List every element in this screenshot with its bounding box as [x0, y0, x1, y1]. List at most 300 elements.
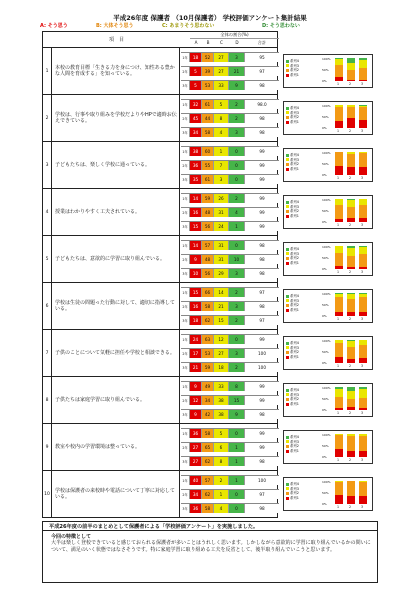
grade-label: 3年	[181, 81, 190, 90]
question-row	[42, 48, 278, 95]
bar-segment	[359, 267, 367, 269]
chart-y-tick: 50%	[322, 162, 329, 166]
chart-x-label: 1	[337, 270, 340, 274]
value-d: 3	[229, 128, 245, 137]
question-number: 9	[43, 424, 52, 470]
value-total: 99	[245, 443, 279, 452]
value-a: 14	[190, 194, 202, 203]
value-d: 0	[229, 175, 245, 184]
chart-x-label: 1	[337, 458, 340, 462]
answer-legend	[40, 22, 400, 30]
value-c: 26	[214, 194, 229, 203]
question-text-content: 子どもたちは、楽しく学校に通っている。	[55, 161, 151, 168]
question-number: 4	[43, 189, 52, 235]
chart-legend-label: 系列2	[290, 397, 299, 402]
value-d: 2	[229, 114, 245, 123]
chart-bar	[347, 58, 355, 81]
question-text-content: 授業はわかりやすく工夫されている。	[55, 208, 141, 215]
question-number: 6	[43, 283, 52, 329]
value-a: 15	[190, 222, 202, 231]
grade-label: 2年	[181, 208, 190, 217]
chart-legend-label: 系列3	[290, 345, 299, 350]
chart-bar	[335, 481, 343, 504]
value-d: 4	[229, 208, 245, 217]
bar-segment	[347, 200, 355, 207]
legend-b: B: 大体そう思う	[96, 23, 134, 29]
chart-bars	[332, 434, 370, 457]
chart-axis	[322, 386, 372, 415]
question-text-content: 学校は保護者の来校時や電話について丁寧に対応している。	[55, 487, 175, 500]
bar-segment	[335, 435, 343, 448]
chart-legend-item	[286, 308, 320, 313]
bar-segment	[335, 253, 343, 266]
value-b: 53	[202, 81, 214, 90]
value-c: 7	[214, 161, 229, 170]
chart-bar	[347, 434, 355, 457]
chart-bars	[332, 199, 370, 222]
grade-label: 3年	[181, 363, 190, 372]
value-b: 49	[202, 382, 214, 391]
chart-legend-label: 系列2	[290, 115, 299, 120]
chart-legend-label: 系列3	[290, 439, 299, 444]
grade-row	[181, 301, 279, 311]
value-total: 99	[245, 208, 279, 217]
grade-row	[181, 381, 279, 391]
value-c: 27	[214, 53, 229, 62]
question-row	[42, 95, 278, 142]
chart-legend-item	[286, 261, 320, 266]
value-a: 5	[190, 81, 202, 90]
chart-bars	[332, 481, 370, 504]
chart-legend-item	[286, 355, 320, 360]
value-d: 1	[229, 222, 245, 231]
value-c: 29	[214, 269, 229, 278]
chart-legend	[286, 153, 320, 171]
value-total: 98	[245, 410, 279, 419]
value-total: 99	[245, 429, 279, 438]
chart-legend-label: 系列4	[290, 153, 299, 157]
question-text	[53, 283, 180, 329]
chart-y-tick: 0%	[322, 314, 327, 318]
grade-row	[181, 66, 279, 76]
chart-y-tick: 100%	[322, 480, 331, 484]
value-b: 66	[202, 288, 214, 297]
value-d: 0	[229, 429, 245, 438]
bar-segment	[347, 107, 355, 117]
value-c: 8	[214, 457, 229, 466]
chart-legend-label: 系列3	[290, 298, 299, 303]
chart-bar	[335, 340, 343, 363]
grade-label: 3年	[181, 457, 190, 466]
stacked-bar-chart	[283, 430, 373, 464]
grade-row	[181, 268, 279, 278]
value-d: 2	[229, 316, 245, 325]
question-text	[53, 142, 180, 188]
bar-segment	[359, 358, 367, 363]
grade-label: 3年	[181, 504, 190, 513]
value-total: 98	[245, 241, 279, 250]
header-col-d: D	[235, 40, 239, 45]
value-total: 95	[245, 53, 279, 62]
bar-segment	[335, 152, 343, 166]
chart-bar	[335, 387, 343, 410]
chart-y-tick: 50%	[322, 303, 329, 307]
value-a: 9	[190, 255, 202, 264]
value-c: 15	[214, 316, 229, 325]
chart-legend-item	[286, 167, 320, 172]
bar-segment	[359, 107, 367, 120]
value-d: 0	[229, 504, 245, 513]
chart-y-tick: 50%	[322, 444, 329, 448]
chart-y-tick: 100%	[322, 57, 331, 61]
question-number: 3	[43, 142, 52, 188]
chart-legend-label: 系列2	[290, 68, 299, 73]
value-a: 36	[190, 504, 202, 513]
chart-bar	[359, 199, 367, 222]
grade-label: 2年	[181, 302, 190, 311]
value-d: 10	[229, 255, 245, 264]
chart-legend-label: 系列3	[290, 204, 299, 209]
header-item: 項 目	[108, 37, 124, 43]
chart-y-tick: 50%	[322, 209, 329, 213]
chart-legend-label: 系列4	[290, 435, 299, 439]
bar-segment	[347, 299, 355, 313]
chart-y-tick: 0%	[322, 455, 327, 459]
value-c: 27	[214, 67, 229, 76]
value-c: 38	[214, 410, 229, 419]
grade-row	[181, 395, 279, 405]
value-total: 99	[245, 382, 279, 391]
grade-label: 2年	[181, 114, 190, 123]
value-c: 31	[214, 241, 229, 250]
grade-row	[181, 442, 279, 452]
bar-segment	[335, 219, 343, 222]
bar-segment	[335, 166, 343, 175]
chart-legend-label: 系列1	[290, 307, 299, 312]
chart-y-tick: 100%	[322, 245, 331, 249]
bar-segment	[335, 357, 343, 363]
value-b: 53	[202, 349, 214, 358]
chart-legend	[286, 200, 320, 218]
bar-segment	[359, 297, 367, 312]
chart-x-label: 2	[349, 411, 352, 415]
value-total: 97	[245, 490, 279, 499]
chart-axis	[322, 433, 372, 462]
bar-segment	[359, 254, 367, 267]
grade-row	[181, 254, 279, 264]
question-text-content: 子供のことについて気軽に担任や学校と相談できる。	[55, 349, 175, 356]
chart-legend-label: 系列1	[290, 354, 299, 359]
chart-axis	[322, 245, 372, 274]
chart-x-label: 3	[361, 82, 364, 86]
value-total: 100	[245, 476, 279, 485]
chart-legend-label: 系列2	[290, 209, 299, 214]
value-b: 62	[202, 490, 214, 499]
grade-label: 1年	[181, 476, 190, 485]
value-a: 15	[190, 288, 202, 297]
value-a: 45	[190, 114, 202, 123]
value-d: 8	[229, 382, 245, 391]
value-d: 2	[229, 363, 245, 372]
value-c: 33	[214, 81, 229, 90]
value-total: 98	[245, 504, 279, 513]
chart-y-tick: 0%	[322, 502, 327, 506]
grade-row	[181, 348, 279, 358]
bar-segment	[335, 495, 343, 504]
question-number: 2	[43, 95, 52, 141]
question-text-content: 学校は、行事や取り組みを学校だよりやHPで適時お伝えできている。	[55, 111, 177, 124]
value-c: 38	[214, 396, 229, 405]
value-d: 21	[229, 67, 245, 76]
chart-bar	[335, 293, 343, 316]
value-a: 32	[190, 100, 202, 109]
bar-segment	[335, 77, 343, 81]
grade-row	[181, 174, 279, 184]
grade-row	[181, 503, 279, 513]
value-total: 97	[245, 67, 279, 76]
chart-x-label: 2	[349, 458, 352, 462]
chart-bar	[359, 434, 367, 457]
value-d: 15	[229, 396, 245, 405]
chart-bar	[347, 246, 355, 269]
bar-segment	[359, 60, 367, 68]
summary-body: 大半は楽しく登校できていると感じておられる保護者が多いことはうれしく思います。しかしながら意欲的に学習に取り組んでいるかの問いについて、満足のいく状態ではなさそうです。特に家庭学習に取り組める工夫を反省として、後半取り組んでいこうと思います。	[51, 540, 371, 553]
value-a: 21	[190, 363, 202, 372]
chart-y-tick: 50%	[322, 115, 329, 119]
chart-x-label: 1	[337, 176, 340, 180]
value-b: 65	[202, 443, 214, 452]
chart-bars	[332, 340, 370, 363]
chart-bar	[359, 152, 367, 175]
grade-label: 2年	[181, 490, 190, 499]
value-d: 0	[229, 161, 245, 170]
chart-y-tick: 50%	[322, 68, 329, 72]
chart-x-label: 1	[337, 411, 340, 415]
chart-legend-label: 系列3	[290, 486, 299, 491]
bar-segment	[359, 389, 367, 398]
chart-x-label: 2	[349, 317, 352, 321]
question-text	[53, 424, 180, 470]
value-total: 99	[245, 161, 279, 170]
question-number: 8	[43, 377, 52, 423]
question-row	[42, 142, 278, 189]
value-d: 9	[229, 81, 245, 90]
value-c: 18	[214, 363, 229, 372]
value-total: 99	[245, 396, 279, 405]
question-number: 10	[43, 471, 52, 517]
value-b: 58	[202, 429, 214, 438]
value-total: 98	[245, 457, 279, 466]
value-b: 34	[202, 396, 214, 405]
value-d: 3	[229, 349, 245, 358]
value-c: 6	[214, 443, 229, 452]
chart-y-tick: 50%	[322, 350, 329, 354]
stacked-bar-chart	[283, 101, 373, 135]
chart-x-label: 3	[361, 317, 364, 321]
chart-y-tick: 0%	[322, 361, 327, 365]
bar-segment	[359, 398, 367, 408]
grade-row	[181, 287, 279, 297]
value-d: 0	[229, 241, 245, 250]
chart-axis	[322, 57, 372, 86]
chart-legend-label: 系列1	[290, 72, 299, 77]
chart-y-tick: 50%	[322, 256, 329, 260]
grade-row	[181, 428, 279, 438]
value-b: 60	[202, 147, 214, 156]
chart-bars	[332, 58, 370, 81]
question-text	[53, 48, 180, 94]
header-col-a: A	[194, 40, 198, 45]
chart-legend-item	[286, 214, 320, 219]
value-c: 4	[214, 128, 229, 137]
bar-segment	[335, 246, 343, 253]
value-d: 2	[229, 194, 245, 203]
grade-row	[181, 146, 279, 156]
chart-x-label: 3	[361, 129, 364, 133]
chart-axis	[322, 104, 372, 133]
value-b: 55	[202, 161, 214, 170]
grade-row	[181, 160, 279, 170]
chart-bar	[347, 481, 355, 504]
value-d: 3	[229, 53, 245, 62]
chart-x-label: 3	[361, 411, 364, 415]
bar-segment	[359, 120, 367, 128]
table-header	[42, 31, 278, 48]
chart-legend-label: 系列3	[290, 63, 299, 68]
chart-legend	[286, 59, 320, 77]
question-row	[42, 283, 278, 330]
bar-segment	[347, 267, 355, 269]
grade-row	[181, 362, 279, 372]
chart-x-label: 3	[361, 270, 364, 274]
stacked-bar-chart	[283, 195, 373, 229]
chart-legend	[286, 341, 320, 359]
value-c: 33	[214, 382, 229, 391]
chart-bar	[347, 199, 355, 222]
bar-segment	[335, 408, 343, 410]
value-c: 1	[214, 147, 229, 156]
chart-bar	[359, 293, 367, 316]
chart-legend-label: 系列4	[290, 106, 299, 110]
value-b: 48	[202, 255, 214, 264]
grade-row	[181, 99, 279, 109]
value-b: 58	[202, 128, 214, 137]
chart-legend-label: 系列1	[290, 401, 299, 406]
value-a: 27	[190, 457, 202, 466]
stacked-bar-chart	[283, 242, 373, 276]
grade-label: 2年	[181, 443, 190, 452]
chart-bars	[332, 246, 370, 269]
chart-x-label: 2	[349, 270, 352, 274]
chart-x-label: 1	[337, 129, 340, 133]
value-a: 18	[190, 53, 202, 62]
grade-row	[181, 489, 279, 499]
grade-row	[181, 193, 279, 203]
value-c: 14	[214, 288, 229, 297]
question-row	[42, 471, 278, 518]
bar-segment	[347, 218, 355, 222]
grade-label: 1年	[181, 335, 190, 344]
chart-legend-label: 系列2	[290, 303, 299, 308]
stacked-bar-chart	[283, 54, 373, 88]
chart-y-tick: 100%	[322, 386, 331, 390]
bar-segment	[359, 482, 367, 496]
value-c: 27	[214, 349, 229, 358]
chart-axis	[322, 198, 372, 227]
grade-label: 2年	[181, 67, 190, 76]
value-b: 61	[202, 100, 214, 109]
chart-legend-item	[286, 402, 320, 407]
grade-row	[181, 475, 279, 485]
bar-segment	[335, 107, 343, 121]
value-total: 99	[245, 335, 279, 344]
stacked-bar-chart	[283, 383, 373, 417]
value-total: 98	[245, 114, 279, 123]
question-text-content: 教室や校内の学習環境は整っている。	[55, 443, 141, 450]
bar-segment	[335, 397, 343, 408]
question-text	[53, 471, 180, 517]
bar-segment	[359, 247, 367, 254]
chart-legend-label: 系列2	[290, 162, 299, 167]
chart-y-tick: 100%	[322, 433, 331, 437]
bar-segment	[347, 436, 355, 451]
grade-label: 2年	[181, 255, 190, 264]
value-total: 99	[245, 147, 279, 156]
bar-segment	[335, 266, 343, 269]
value-d: 1	[229, 476, 245, 485]
question-number: 5	[43, 236, 52, 282]
value-c: 21	[214, 302, 229, 311]
value-total: 98	[245, 269, 279, 278]
grade-label: 3年	[181, 269, 190, 278]
value-a: 18	[190, 316, 202, 325]
value-c: 12	[214, 335, 229, 344]
value-d: 2	[229, 100, 245, 109]
chart-legend-label: 系列4	[290, 200, 299, 204]
value-a: 16	[190, 302, 202, 311]
value-c: 3	[214, 175, 229, 184]
chart-bar	[347, 293, 355, 316]
bar-segment	[359, 153, 367, 167]
value-d: 3	[229, 269, 245, 278]
bar-segment	[347, 256, 355, 267]
bar-segment	[335, 482, 343, 495]
chart-legend	[286, 106, 320, 124]
chart-axis	[322, 339, 372, 368]
question-text-content: 子供たちは家庭学習に取り組んでいる。	[55, 396, 146, 403]
value-a: 5	[190, 67, 202, 76]
grade-label: 2年	[181, 161, 190, 170]
chart-y-tick: 100%	[322, 198, 331, 202]
question-text	[53, 330, 180, 376]
chart-legend-label: 系列4	[290, 59, 299, 63]
value-a: 38	[190, 147, 202, 156]
grade-row	[181, 334, 279, 344]
chart-bars	[332, 387, 370, 410]
value-c: 1	[214, 490, 229, 499]
chart-axis	[322, 480, 372, 509]
chart-axis	[322, 151, 372, 180]
stacked-bar-chart	[283, 148, 373, 182]
chart-x-label: 2	[349, 82, 352, 86]
chart-legend-label: 系列4	[290, 341, 299, 345]
bar-segment	[359, 68, 367, 80]
chart-bar	[359, 387, 367, 410]
chart-legend-label: 系列2	[290, 350, 299, 355]
chart-y-tick: 0%	[322, 267, 327, 271]
chart-legend-label: 系列1	[290, 119, 299, 124]
summary-heading: 平成26年度の前半のまとめとして保護者による「学校評価アンケート」を実施しました。	[43, 522, 377, 531]
